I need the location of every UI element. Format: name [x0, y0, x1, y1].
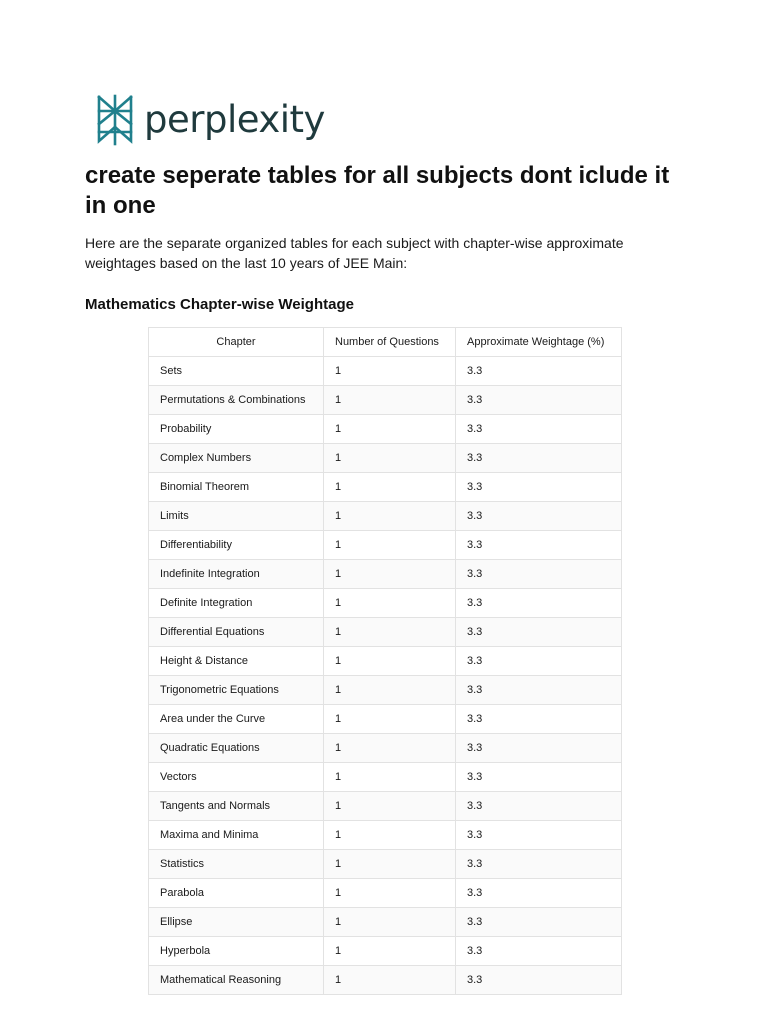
cell-weightage: 3.3 — [456, 531, 622, 560]
cell-weightage: 3.3 — [456, 734, 622, 763]
table-row — [149, 850, 622, 879]
table-row — [149, 531, 622, 560]
table-row — [149, 357, 622, 386]
table-row — [149, 647, 622, 676]
cell-chapter: Limits — [149, 502, 324, 531]
cell-chapter: Hyperbola — [149, 937, 324, 966]
cell-chapter: Definite Integration — [149, 589, 324, 618]
cell-weightage: 3.3 — [456, 821, 622, 850]
weightage-table — [148, 327, 622, 995]
cell-questions: 1 — [324, 734, 456, 763]
table-row — [149, 560, 622, 589]
cell-chapter: Complex Numbers — [149, 444, 324, 473]
cell-weightage: 3.3 — [456, 792, 622, 821]
table-row — [149, 821, 622, 850]
cell-weightage: 3.3 — [456, 763, 622, 792]
column-header-questions: Number of Questions — [324, 328, 456, 357]
cell-questions: 1 — [324, 415, 456, 444]
cell-weightage: 3.3 — [456, 618, 622, 647]
cell-questions: 1 — [324, 705, 456, 734]
table-row — [149, 473, 622, 502]
cell-chapter: Probability — [149, 415, 324, 444]
cell-questions: 1 — [324, 966, 456, 995]
cell-weightage: 3.3 — [456, 415, 622, 444]
cell-questions: 1 — [324, 792, 456, 821]
cell-weightage: 3.3 — [456, 705, 622, 734]
cell-questions: 1 — [324, 763, 456, 792]
cell-weightage: 3.3 — [456, 386, 622, 415]
table-row — [149, 589, 622, 618]
cell-questions: 1 — [324, 908, 456, 937]
cell-weightage: 3.3 — [456, 937, 622, 966]
cell-chapter: Tangents and Normals — [149, 792, 324, 821]
section-heading: Mathematics Chapter-wise Weightage — [85, 296, 354, 313]
cell-chapter: Indefinite Integration — [149, 560, 324, 589]
cell-questions: 1 — [324, 618, 456, 647]
cell-questions: 1 — [324, 531, 456, 560]
cell-questions: 1 — [324, 850, 456, 879]
logo-wordmark: perplexity — [144, 98, 325, 141]
table-header-row — [149, 328, 622, 357]
cell-chapter: Vectors — [149, 763, 324, 792]
cell-chapter: Differential Equations — [149, 618, 324, 647]
logo — [94, 94, 325, 146]
cell-weightage: 3.3 — [456, 444, 622, 473]
cell-questions: 1 — [324, 560, 456, 589]
cell-questions: 1 — [324, 357, 456, 386]
perplexity-logo-icon — [94, 94, 136, 146]
cell-chapter: Statistics — [149, 850, 324, 879]
cell-weightage: 3.3 — [456, 908, 622, 937]
table-row — [149, 676, 622, 705]
table-row — [149, 386, 622, 415]
cell-chapter: Differentiability — [149, 531, 324, 560]
cell-weightage: 3.3 — [456, 502, 622, 531]
cell-weightage: 3.3 — [456, 676, 622, 705]
cell-weightage: 3.3 — [456, 850, 622, 879]
cell-chapter: Height & Distance — [149, 647, 324, 676]
cell-chapter: Sets — [149, 357, 324, 386]
cell-weightage: 3.3 — [456, 560, 622, 589]
cell-questions: 1 — [324, 386, 456, 415]
cell-questions: 1 — [324, 821, 456, 850]
cell-weightage: 3.3 — [456, 879, 622, 908]
table-row — [149, 763, 622, 792]
cell-chapter: Quadratic Equations — [149, 734, 324, 763]
table-row — [149, 502, 622, 531]
cell-chapter: Mathematical Reasoning — [149, 966, 324, 995]
column-header-weightage: Approximate Weightage (%) — [456, 328, 622, 357]
cell-questions: 1 — [324, 502, 456, 531]
table-row — [149, 966, 622, 995]
intro-paragraph: Here are the separate organized tables for each subject with chapter-wise approximate weightages based on the last 10 years of JEE Main: — [85, 235, 624, 271]
table-row — [149, 415, 622, 444]
cell-chapter: Binomial Theorem — [149, 473, 324, 502]
cell-weightage: 3.3 — [456, 473, 622, 502]
table-row — [149, 908, 622, 937]
cell-weightage: 3.3 — [456, 647, 622, 676]
cell-chapter: Ellipse — [149, 908, 324, 937]
column-header-chapter: Chapter — [149, 328, 324, 357]
cell-questions: 1 — [324, 937, 456, 966]
cell-questions: 1 — [324, 444, 456, 473]
cell-questions: 1 — [324, 647, 456, 676]
table-row — [149, 937, 622, 966]
cell-weightage: 3.3 — [456, 357, 622, 386]
table-row — [149, 618, 622, 647]
table-row — [149, 705, 622, 734]
cell-chapter: Area under the Curve — [149, 705, 324, 734]
table-row — [149, 879, 622, 908]
cell-chapter: Permutations & Combinations — [149, 386, 324, 415]
cell-questions: 1 — [324, 473, 456, 502]
cell-questions: 1 — [324, 676, 456, 705]
table-row — [149, 792, 622, 821]
cell-questions: 1 — [324, 589, 456, 618]
cell-chapter: Maxima and Minima — [149, 821, 324, 850]
table-row — [149, 444, 622, 473]
table-row — [149, 734, 622, 763]
cell-weightage: 3.3 — [456, 589, 622, 618]
cell-questions: 1 — [324, 879, 456, 908]
weightage-table-container — [148, 327, 621, 995]
cell-chapter: Parabola — [149, 879, 324, 908]
page-title: create seperate tables for all subjects dont iclude it in one — [85, 162, 670, 219]
cell-weightage: 3.3 — [456, 966, 622, 995]
cell-chapter: Trigonometric Equations — [149, 676, 324, 705]
